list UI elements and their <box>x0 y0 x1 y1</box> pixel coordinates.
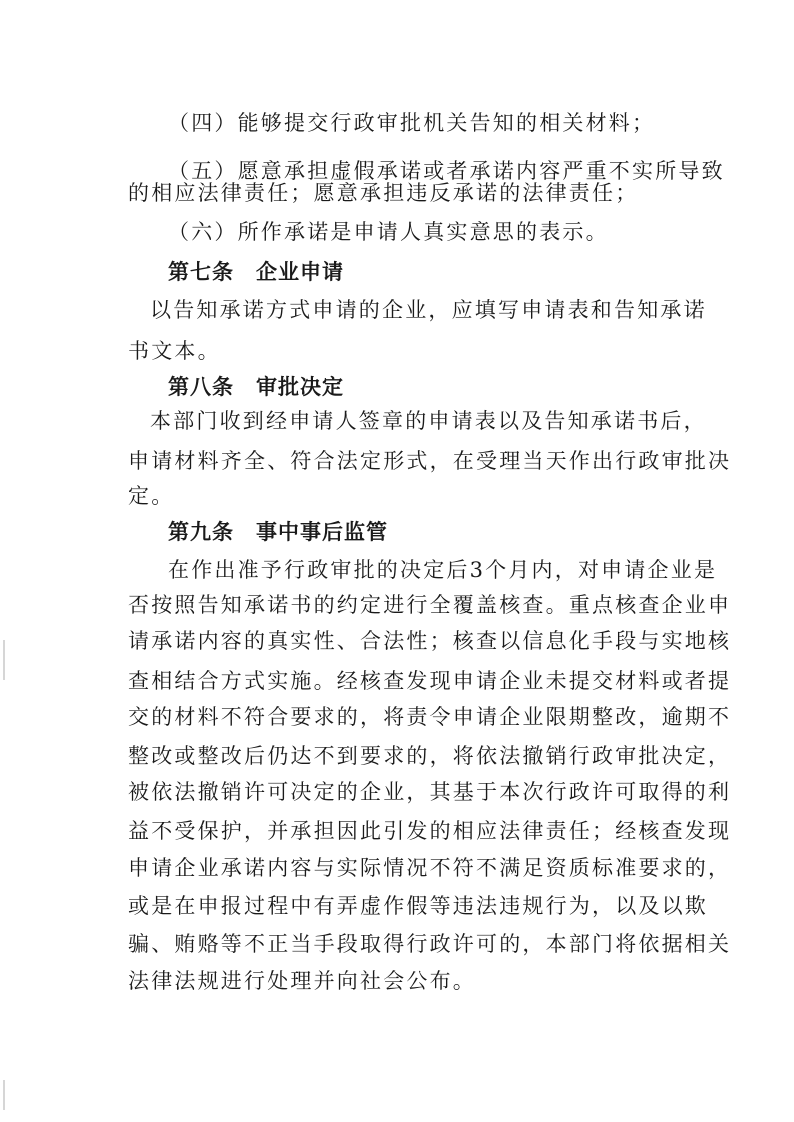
article-9-title: 事中事后监管 <box>256 520 388 544</box>
article-7-title: 企业申请 <box>256 260 344 284</box>
article-7-line-2: 书文本。 <box>128 339 221 363</box>
article-9-line-3: 请承诺内容的真实性、合法性；核查以信息化手段与实地核 <box>128 629 732 653</box>
article-8-heading <box>168 372 344 402</box>
article-7-heading <box>168 257 344 287</box>
article-9-line-5: 交的材料不符合要求的，将责令申请企业限期整改，逾期不 <box>128 705 732 729</box>
article-8-number: 第八条 <box>168 375 234 399</box>
list-item-6: （六）所作承诺是申请人真实意思的表示。 <box>168 220 609 244</box>
article-9-line-9: 申请企业承诺内容与实际情况不符不满足资质标准要求的， <box>128 856 732 880</box>
article-9-heading <box>168 517 388 547</box>
article-8-line-2: 申请材料齐全、符合法定形式，在受理当天作出行政审批决 <box>128 449 732 473</box>
article-9-line-1: 在作出准予行政审批的决定后3个月内，对申请企业是 <box>168 558 718 582</box>
article-9-line-6: 整改或整改后仍达不到要求的，将依法撤销行政审批决定， <box>128 744 732 768</box>
article-7-line-1: 以告知承诺方式申请的企业，应填写申请表和告知承诺 <box>150 298 707 322</box>
article-7-number: 第七条 <box>168 260 234 284</box>
list-item-5-line-1: （五）愿意承担虚假承诺或者承诺内容严重不实所导致 <box>168 159 725 183</box>
list-item-4: （四）能够提交行政审批机关告知的相关材料； <box>168 111 656 135</box>
article-8-line-1: 本部门收到经申请人签章的申请表以及告知承诺书后， <box>150 409 707 433</box>
article-9-number: 第九条 <box>168 520 234 544</box>
article-9-line-8: 益不受保护，并承担因此引发的相应法律责任；经核查发现 <box>128 819 732 843</box>
article-9-line-7: 被依法撤销许可决定的企业，其基于本次行政许可取得的利 <box>128 780 732 804</box>
article-9-line-4: 查相结合方式实施。经核查发现申请企业未提交材料或者提 <box>128 669 732 693</box>
scan-edge-mark <box>3 640 5 680</box>
article-9-line-12: 法律法规进行处理并向社会公布。 <box>128 969 476 993</box>
list-item-5-line-2: 的相应法律责任；愿意承担违反承诺的法律责任； <box>128 181 639 205</box>
article-8-line-3: 定。 <box>128 484 175 508</box>
scan-edge-mark <box>3 1080 5 1110</box>
article-9-line-11: 骗、贿赂等不正当手段取得行政许可的，本部门将依据相关 <box>128 932 732 956</box>
article-8-title: 审批决定 <box>256 375 344 399</box>
article-9-line-10: 或是在申报过程中有弄虚作假等违法违规行为，以及以欺 <box>128 894 708 918</box>
article-9-line-2: 否按照告知承诺书的约定进行全覆盖核查。重点核查企业申 <box>128 593 732 617</box>
